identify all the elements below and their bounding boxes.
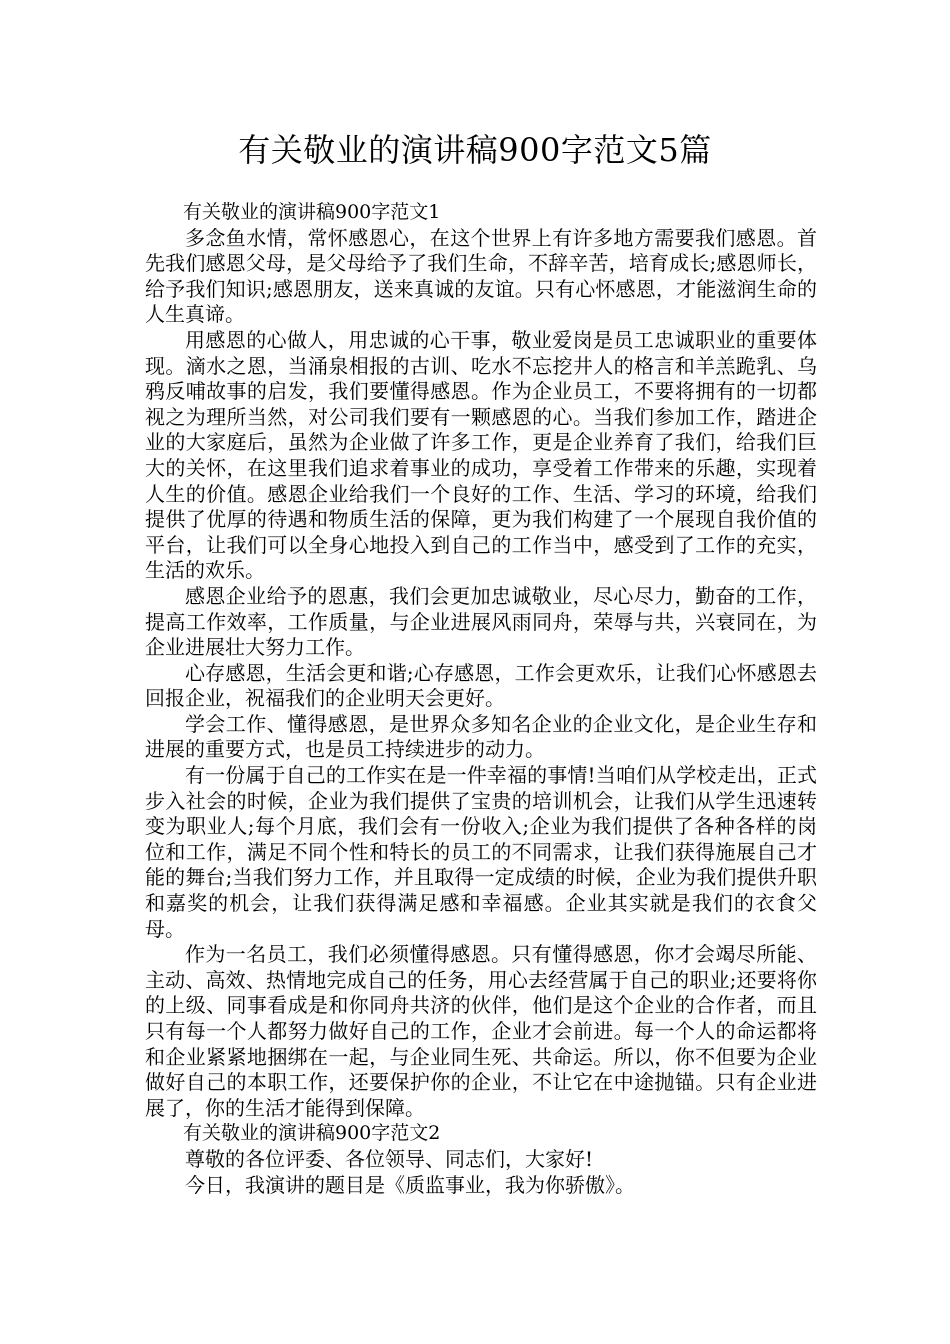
paragraph: 作为一名员工，我们必须懂得感恩。只有懂得感恩，你才会竭尽所能、主动、高效、热情地完成自己的任务，用心去经营属于自己的职业;还要将你的上级、同事看成是和你同舟共济的伙伴，他们是这个企业的合作者，而且只有每一个人都努力做好自己的工作，企业才会前进。每一个人的命运都将和企业紧紧地捆绑在一起，与企业同生死、共命运。所以，你不但要为企业做好自己的本职工作，还要保护你的企业，不让它在中途抛锚。只有企业进展了，你的生活才能得到保障。 [145, 942, 817, 1120]
section-heading-1: 有关敬业的演讲稿900字范文1 [183, 201, 441, 223]
paragraph: 感恩企业给予的恩惠，我们会更加忠诚敬业，尽心尽力，勤奋的工作，提高工作效率，工作质量，与企业进展风雨同舟，荣辱与共，兴衰同在，为企业进展壮大努力工作。 [145, 583, 817, 660]
paragraph: 今日，我演讲的题目是《质监事业，我为你骄傲》。 [185, 1172, 635, 1197]
document-title: 有关敬业的演讲稿900字范文5篇 [238, 131, 712, 169]
paragraph: 用感恩的心做人，用忠诚的心干事，敬业爱岗是员工忠诚职业的重要体现。滴水之恩，当涌泉相报的古训、吃水不忘挖井人的格言和羊羔跪乳、乌鸦反哺故事的启发，我们要懂得感恩。作为企业员工，不要将拥有的一切都视之为理所当然，对公司我们要有一颗感恩的心。当我们参加工作，踏进企业的大家庭后，虽然为企业做了许多工作，更是企业养育了我们，给我们巨大的关怀，在这里我们追求着事业的成功，享受着工作带来的乐趣，实现着人生的价值。感恩企业给我们一个良好的工作、生活、学习的环境，给我们提供了优厚的待遇和物质生活的保障，更为我们构建了一个展现自我价值的平台，让我们可以全身心地投入到自己的工作当中，感受到了工作的充实，生活的欢乐。 [145, 327, 817, 583]
paragraph: 学会工作、懂得感恩，是世界众多知名企业的企业文化，是企业生存和进展的重要方式，也是员工持续进步的动力。 [145, 711, 817, 762]
paragraph: 心存感恩，生活会更和谐;心存感恩，工作会更欢乐，让我们心怀感恩去回报企业，祝福我们的企业明天会更好。 [145, 660, 817, 711]
paragraph: 有一份属于自己的工作实在是一件幸福的事情!当咱们从学校走出，正式步入社会的时候，企业为我们提供了宝贵的培训机会，让我们从学生迅速转变为职业人;每个月底，我们会有一份收入;企业为我们提供了各种各样的岗位和工作，满足不同个性和特长的员工的不同需求，让我们获得施展自己才能的舞台;当我们努力工作，并且取得一定成绩的时候，企业为我们提供升职和嘉奖的机会，让我们获得满足感和幸福感。企业其实就是我们的衣食父母。 [145, 763, 817, 941]
paragraph: 尊敬的各位评委、各位领导、同志们，大家好! [185, 1146, 594, 1171]
paragraph: 多念鱼水情，常怀感恩心，在这个世界上有许多地方需要我们感恩。首先我们感恩父母，是父母给予了我们生命，不辞辛苦，培育成长;感恩师长，给予我们知识;感恩朋友，送来真诚的友谊。只有心怀感恩，才能滋润生命的人生真谛。 [145, 225, 817, 327]
document-body [145, 200, 817, 1198]
section-heading-2: 有关敬业的演讲稿900字范文2 [183, 1122, 441, 1145]
